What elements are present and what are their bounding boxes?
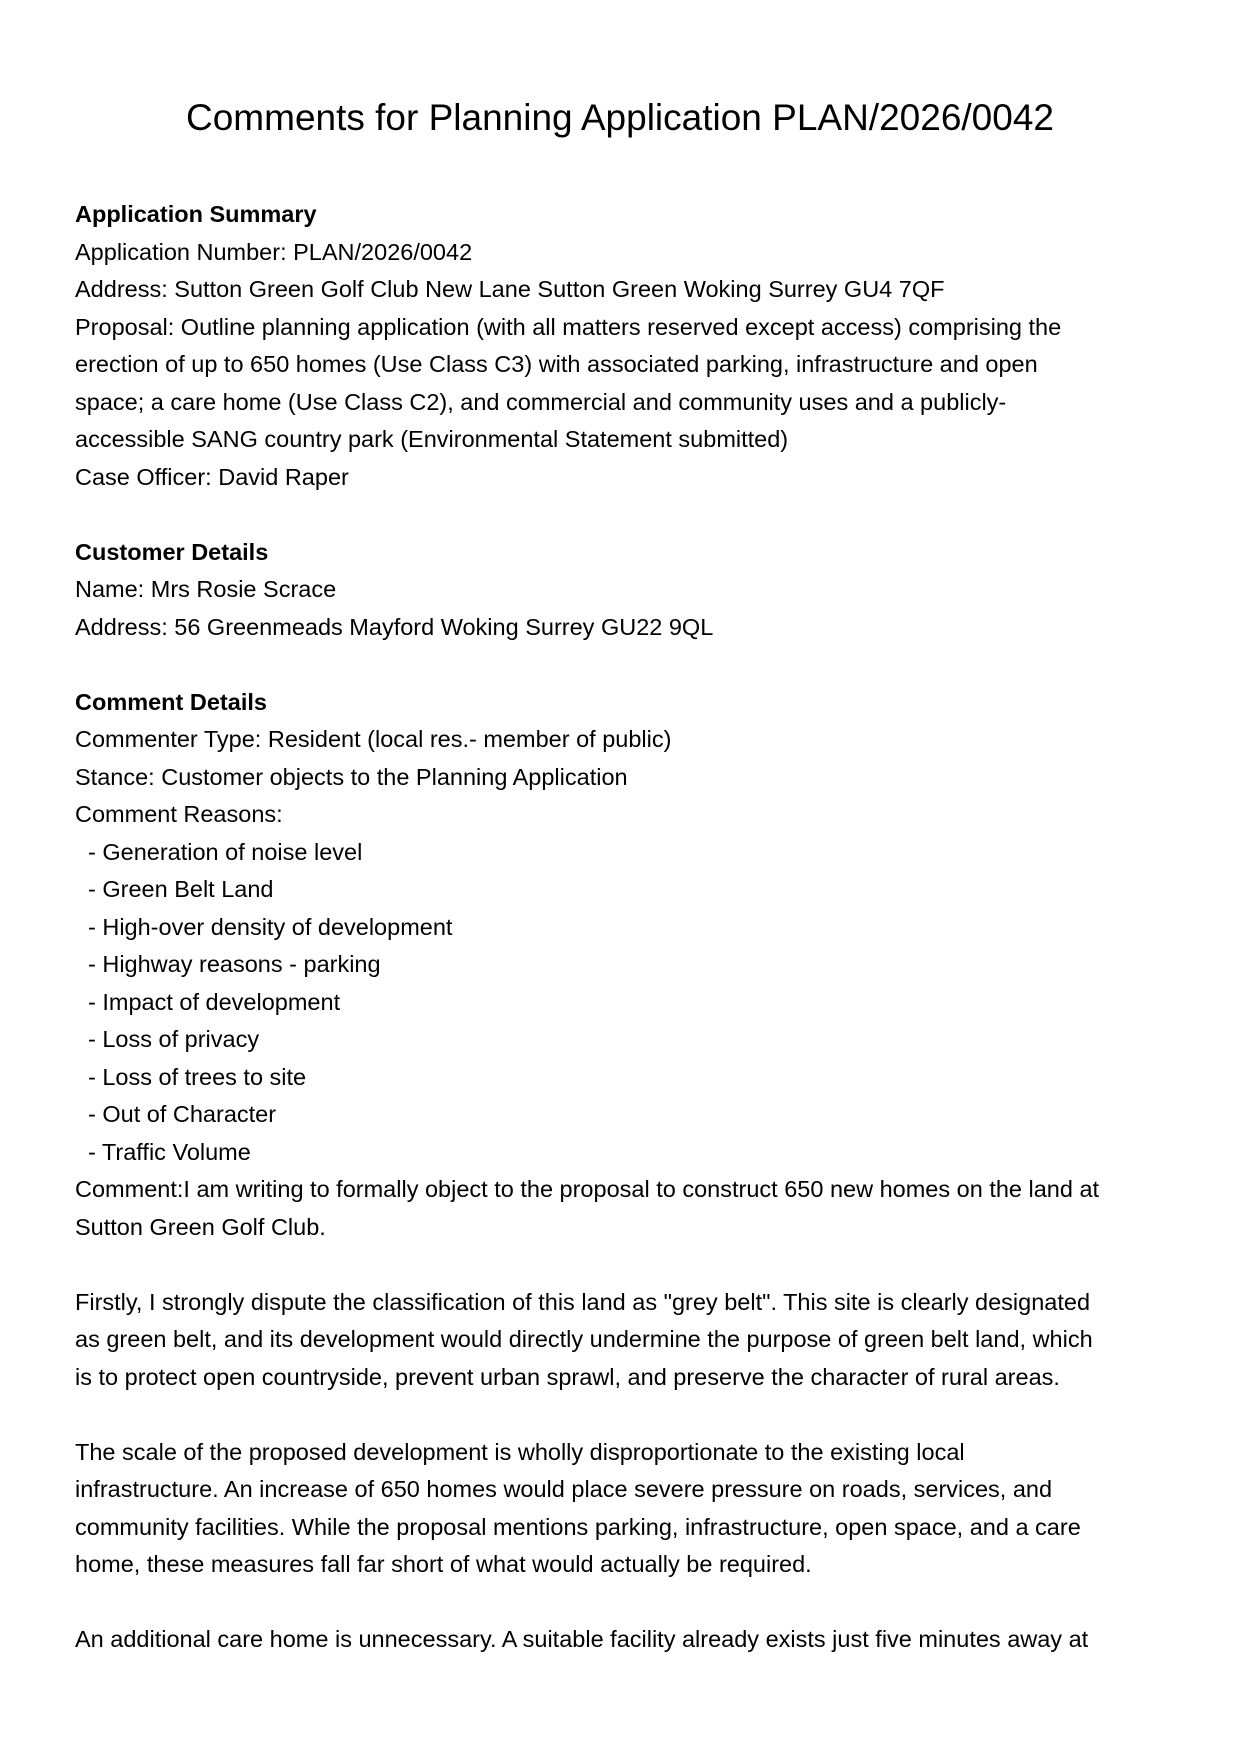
comment-text-line: Sutton Green Golf Club.: [75, 1213, 326, 1240]
list-item: - Out of Character: [88, 1101, 277, 1127]
paragraph-line: infrastructure. An increase of 650 homes would place severe pressure on roads, services, and: [75, 1476, 1053, 1502]
comment-paragraph: [75, 1434, 1175, 1584]
customer-name: Name: Mrs Rosie Scrace: [75, 576, 337, 602]
list-item: - Generation of noise level: [88, 838, 363, 865]
section-heading: Customer Details: [75, 538, 269, 565]
stance: Stance: Customer objects to the Planning Application: [75, 763, 628, 790]
document-body: [75, 196, 1175, 1659]
paragraph-line: The scale of the proposed development is wholly disproportionate to the existing local: [75, 1438, 965, 1465]
section-heading: Application Summary: [75, 201, 317, 227]
comment-paragraph: [75, 1621, 1175, 1659]
comment-reasons-list: [75, 834, 1175, 1172]
list-item: - Green Belt Land: [88, 876, 274, 902]
list-item: - Highway reasons - parking: [88, 951, 381, 977]
customer-address: Address: 56 Greenmeads Mayford Woking Surrey GU22 9QL: [75, 613, 714, 640]
proposal-line: erection of up to 650 homes (Use Class C3) with associated parking, infrastructure and open: [75, 351, 1038, 377]
paragraph-line: Firstly, I strongly dispute the classification of this land as "grey belt". This site is clearly designated: [75, 1288, 1091, 1315]
comment-reasons-label: Comment Reasons:: [75, 801, 283, 827]
list-item: - Traffic Volume: [88, 1138, 251, 1165]
case-officer: Case Officer: David Raper: [75, 463, 349, 490]
comment-paragraph: [75, 1284, 1175, 1397]
paragraph-line: is to protect open countryside, prevent urban sprawl, and preserve the character of rural areas.: [75, 1363, 1060, 1390]
proposal-line: Proposal: Outline planning application (with all matters reserved except access) comprising the: [75, 313, 1062, 340]
paragraph-line: An additional care home is unnecessary. A suitable facility already exists just five minutes away at: [75, 1626, 1089, 1652]
proposal-line: accessible SANG country park (Environmental Statement submitted): [75, 426, 789, 452]
section-heading: Comment Details: [75, 688, 267, 715]
proposal-line: space; a care home (Use Class C2), and commercial and community uses and a publicly-: [75, 388, 1007, 415]
page-title: Comments for Planning Application PLAN/2026/0042: [186, 97, 1054, 138]
paragraph-line: community facilities. While the proposal mentions parking, infrastructure, open space, and a care: [75, 1513, 1081, 1540]
site-address: Address: Sutton Green Golf Club New Lane Sutton Green Woking Surrey GU4 7QF: [75, 276, 945, 302]
paragraph-line: home, these measures fall far short of what would actually be required.: [75, 1551, 812, 1577]
list-item: - High-over density of development: [88, 913, 453, 940]
list-item: - Loss of privacy: [88, 1026, 260, 1052]
commenter-type: Commenter Type: Resident (local res.- member of public): [75, 726, 672, 752]
application-number: Application Number: PLAN/2026/0042: [75, 238, 473, 265]
application-summary-section: [75, 196, 1175, 496]
customer-details-section: [75, 534, 1175, 647]
list-item: - Impact of development: [88, 988, 341, 1015]
comment-text-line: Comment:I am writing to formally object to the proposal to construct 650 new homes on the land at: [75, 1176, 1100, 1202]
list-item: - Loss of trees to site: [88, 1063, 307, 1090]
paragraph-line: as green belt, and its development would directly undermine the purpose of green belt land, which: [75, 1326, 1093, 1352]
comment-details-section: [75, 684, 1175, 1659]
